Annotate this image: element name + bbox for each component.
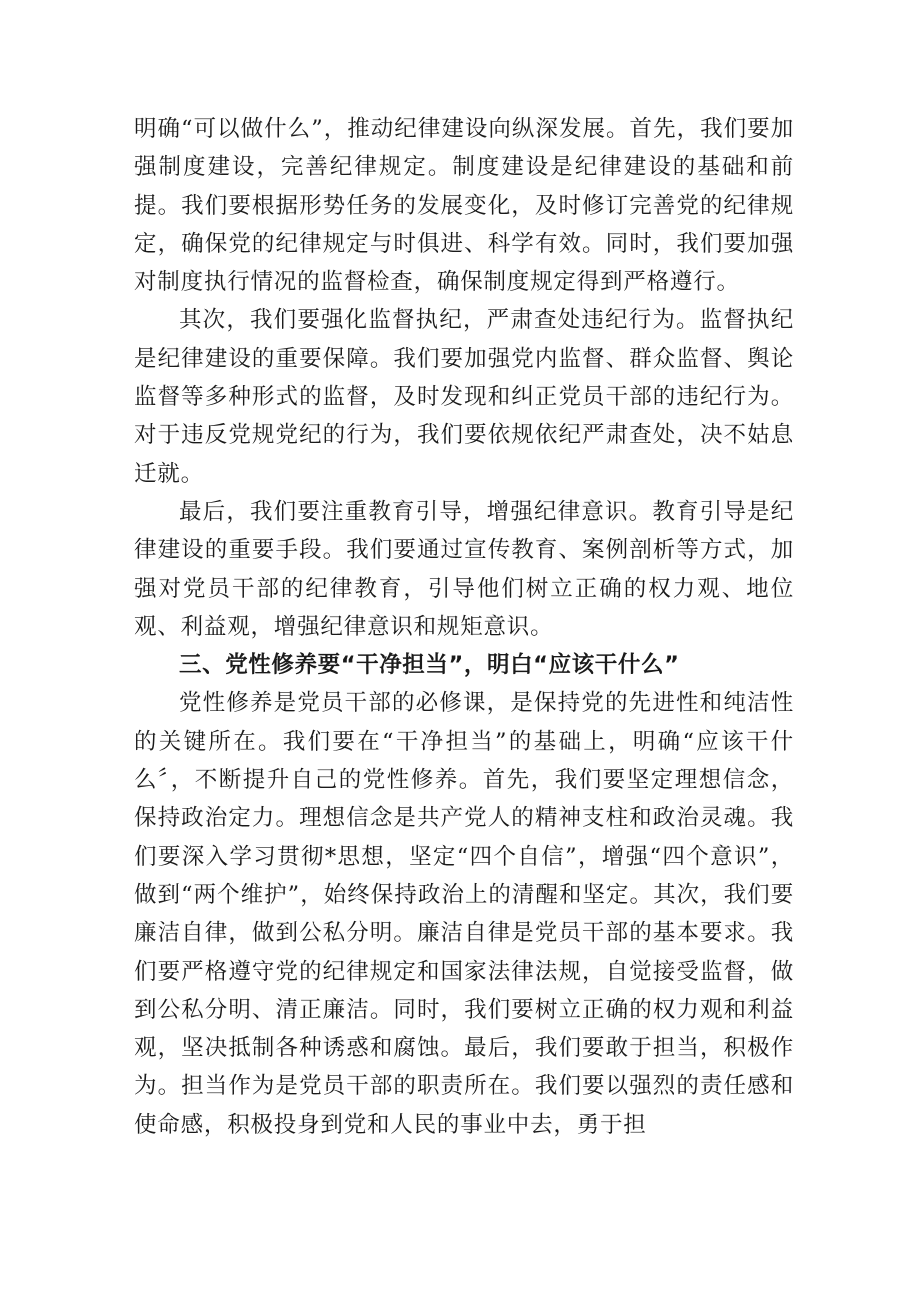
section-heading-party-spirit: 三、党性修养要“干净担当”，明白“应该干什么”: [179, 652, 680, 679]
paragraph-supervision-enforcement: 其次，我们要强化监督执纪，严肃查处违纪行为。监督执纪是纪律建设的重要保障。我们要加强党内监督、群众监督、舆论监督等多种形式的监督，及时发现和纠正党员干部的违纪行为。对于违反党规党纪的行为，我们要依规依纪严肃查处，决不姑息迁就。: [134, 307, 794, 487]
document-body: [134, 110, 794, 1144]
paragraph-discipline-construction-continued: 明确“可以做什么”，推动纪律建设向纵深发展。首先，我们要加强制度建设，完善纪律规定。制度建设是纪律建设的基础和前提。我们要根据形势任务的发展变化，及时修订完善党的纪律规定，确保党的纪律规定与时俱进、科学有效。同时，我们要加强对制度执行情况的监督检查，确保制度规定得到严格遵行。: [134, 116, 794, 296]
paragraph-education-guidance: 最后，我们要注重教育引导，增强纪律意识。教育引导是纪律建设的重要手段。我们要通过宣传教育、案例剖析等方式，加强对党员干部的纪律教育，引导他们树立正确的权力观、地位观、利益观，增强纪律意识和规矩意识。: [134, 498, 794, 640]
paragraph-party-spirit-cultivation: 党性修养是党员干部的必修课，是保持党的先进性和纯洁性的关键所在。我们要在“干净担当”的基础上，明确“应该干什么〞，不断提升自己的党性修养。首先，我们要坚定理想信念，保持政治定力。理想信念是共产党人的精神支柱和政治灵魂。我们要深入学习贯彻*思想，坚定“四个自信”，增强“四个意识”，做到“两个维护”，始终保持政治上的清醒和坚定。其次，我们要廉洁自律，做到公私分明。廉洁自律是党员干部的基本要求。我们要严格遵守党的纪律规定和国家法律法规，自觉接受监督，做到公私分明、清正廉洁。同时，我们要树立正确的权力观和利益观，坚决抵制各种诱惑和腐蚀。最后，我们要敢于担当，积极作为。担当作为是党员干部的职责所在。我们要以强烈的责任感和使命感，积极投身到党和人民的事业中去，勇于担: [134, 690, 794, 1138]
